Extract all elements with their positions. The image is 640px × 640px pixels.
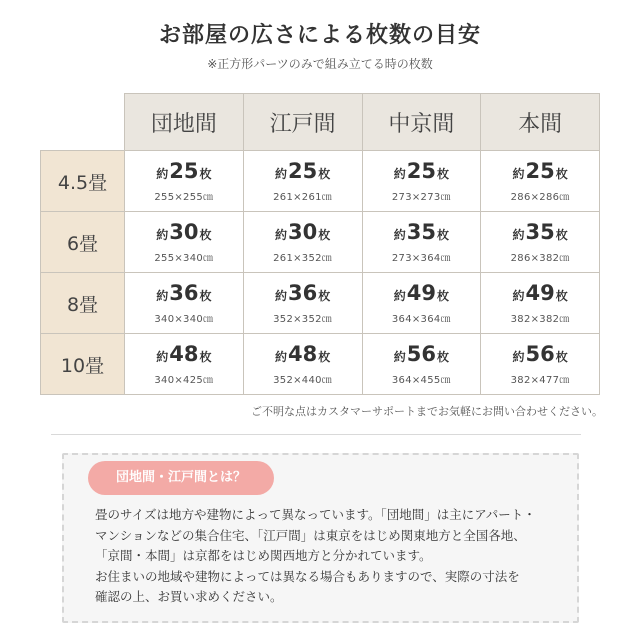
table-cell bbox=[362, 334, 481, 395]
count-prefix: 約 bbox=[393, 349, 406, 364]
table-cell bbox=[125, 334, 244, 395]
count-suffix: 枚 bbox=[436, 288, 449, 303]
column-header-chukyoma: 中京間 bbox=[362, 94, 481, 151]
count-suffix: 枚 bbox=[318, 288, 331, 303]
room-size: 340×425㎝ bbox=[154, 374, 214, 386]
count-prefix: 約 bbox=[274, 288, 287, 303]
table-cell bbox=[243, 151, 362, 212]
count-value: 36 bbox=[288, 280, 318, 305]
count-value: 36 bbox=[169, 280, 199, 305]
support-note: ご不明な点はカスタマーサポートまでお気軽にお問い合わせください。 bbox=[251, 405, 603, 418]
room-size: 364×364㎝ bbox=[391, 313, 451, 325]
table-cell bbox=[481, 212, 600, 273]
room-size: 382×382㎝ bbox=[510, 313, 570, 325]
count-prefix: 約 bbox=[274, 349, 287, 364]
count-value: 25 bbox=[169, 158, 199, 183]
tile-count bbox=[125, 221, 243, 246]
column-header-edoma: 江戸間 bbox=[243, 94, 362, 151]
column-header-danchima: 団地間 bbox=[125, 94, 244, 151]
table-cell bbox=[481, 273, 600, 334]
info-line: お住まいの地域や建物によっては異なる場合もありますので、実際の寸法を bbox=[95, 568, 520, 584]
table-cell bbox=[243, 334, 362, 395]
table-row bbox=[41, 273, 600, 334]
page-subtitle: ※正方形パーツのみで組み立てる時の枚数 bbox=[207, 57, 433, 71]
count-prefix: 約 bbox=[156, 227, 169, 242]
tile-count bbox=[363, 160, 481, 185]
count-prefix: 約 bbox=[156, 288, 169, 303]
count-prefix: 約 bbox=[393, 288, 406, 303]
tile-count bbox=[244, 282, 362, 307]
info-line: 「京間・本間」は京都をはじめ関西地方と分かれています。 bbox=[95, 548, 432, 564]
count-suffix: 枚 bbox=[199, 288, 212, 303]
count-suffix: 枚 bbox=[436, 349, 449, 364]
table-cell bbox=[125, 151, 244, 212]
tile-count bbox=[125, 343, 243, 368]
tile-count bbox=[125, 282, 243, 307]
count-suffix: 枚 bbox=[555, 349, 568, 364]
tile-count bbox=[244, 221, 362, 246]
count-prefix: 約 bbox=[393, 227, 406, 242]
row-header: 10畳 bbox=[41, 334, 125, 395]
room-size: 382×477㎝ bbox=[510, 374, 570, 386]
count-value: 56 bbox=[406, 341, 436, 366]
count-prefix: 約 bbox=[274, 227, 287, 242]
tile-count bbox=[363, 343, 481, 368]
count-prefix: 約 bbox=[156, 166, 169, 181]
count-value: 49 bbox=[525, 280, 555, 305]
count-suffix: 枚 bbox=[199, 349, 212, 364]
count-value: 25 bbox=[288, 158, 318, 183]
table-cell bbox=[481, 151, 600, 212]
column-header-honma: 本間 bbox=[481, 94, 600, 151]
room-size: 273×273㎝ bbox=[391, 191, 451, 203]
table-cell bbox=[243, 212, 362, 273]
count-suffix: 枚 bbox=[555, 166, 568, 181]
table-cell bbox=[125, 273, 244, 334]
count-suffix: 枚 bbox=[318, 349, 331, 364]
tile-count bbox=[481, 160, 599, 185]
info-line: 確認の上、お買い求めください。 bbox=[95, 589, 283, 605]
room-size: 340×340㎝ bbox=[154, 313, 214, 325]
room-size: 286×382㎝ bbox=[510, 252, 570, 264]
table-row bbox=[41, 212, 600, 273]
table-corner-cell bbox=[41, 94, 125, 151]
tile-count bbox=[244, 343, 362, 368]
room-size: 261×261㎝ bbox=[273, 191, 333, 203]
count-prefix: 約 bbox=[512, 349, 525, 364]
count-suffix: 枚 bbox=[436, 227, 449, 242]
count-value: 25 bbox=[525, 158, 555, 183]
tile-count bbox=[481, 343, 599, 368]
tile-count bbox=[125, 160, 243, 185]
room-size: 364×455㎝ bbox=[391, 374, 451, 386]
count-suffix: 枚 bbox=[318, 166, 331, 181]
count-suffix: 枚 bbox=[318, 227, 331, 242]
count-prefix: 約 bbox=[156, 349, 169, 364]
table-row bbox=[41, 334, 600, 395]
tile-count bbox=[363, 282, 481, 307]
count-value: 48 bbox=[288, 341, 318, 366]
room-size: 261×352㎝ bbox=[273, 252, 333, 264]
info-text bbox=[95, 505, 565, 608]
tile-count bbox=[244, 160, 362, 185]
page-title: お部屋の広さによる枚数の目安 bbox=[158, 23, 481, 48]
row-header: 6畳 bbox=[41, 212, 125, 273]
room-size: 286×286㎝ bbox=[510, 191, 570, 203]
section-divider bbox=[51, 434, 581, 435]
count-value: 35 bbox=[525, 219, 555, 244]
count-value: 25 bbox=[406, 158, 436, 183]
count-suffix: 枚 bbox=[199, 166, 212, 181]
row-header: 8畳 bbox=[41, 273, 125, 334]
count-suffix: 枚 bbox=[199, 227, 212, 242]
room-size: 273×364㎝ bbox=[391, 252, 451, 264]
table-cell bbox=[243, 273, 362, 334]
table-cell bbox=[481, 334, 600, 395]
count-value: 30 bbox=[169, 219, 199, 244]
table-row bbox=[41, 151, 600, 212]
count-prefix: 約 bbox=[393, 166, 406, 181]
table-cell bbox=[362, 273, 481, 334]
room-size: 255×255㎝ bbox=[154, 191, 214, 203]
tile-count bbox=[481, 282, 599, 307]
count-suffix: 枚 bbox=[436, 166, 449, 181]
table-header-row bbox=[41, 94, 600, 151]
info-line: 畳のサイズは地方や建物によって異なっています。「団地間」は主にアパート・ bbox=[95, 507, 536, 522]
row-header: 4.5畳 bbox=[41, 151, 125, 212]
tile-count bbox=[363, 221, 481, 246]
count-value: 30 bbox=[288, 219, 318, 244]
count-prefix: 約 bbox=[274, 166, 287, 181]
table-cell bbox=[125, 212, 244, 273]
count-value: 49 bbox=[406, 280, 436, 305]
room-size: 255×340㎝ bbox=[154, 252, 214, 264]
count-suffix: 枚 bbox=[555, 288, 568, 303]
count-value: 56 bbox=[525, 341, 555, 366]
count-value: 48 bbox=[169, 341, 199, 366]
count-prefix: 約 bbox=[512, 227, 525, 242]
room-size: 352×352㎝ bbox=[273, 313, 333, 325]
table-cell bbox=[362, 151, 481, 212]
count-suffix: 枚 bbox=[555, 227, 568, 242]
count-prefix: 約 bbox=[512, 288, 525, 303]
table-cell bbox=[362, 212, 481, 273]
info-badge: 団地間・江戸間とは？ bbox=[88, 461, 274, 495]
tile-count bbox=[481, 221, 599, 246]
room-size: 352×440㎝ bbox=[273, 374, 333, 386]
info-line: マンションなどの集合住宅、「江戸間」は東京をはじめ関東地方と全国各地、 bbox=[95, 527, 526, 543]
count-value: 35 bbox=[406, 219, 436, 244]
count-prefix: 約 bbox=[512, 166, 525, 181]
tatami-count-table bbox=[40, 93, 600, 395]
